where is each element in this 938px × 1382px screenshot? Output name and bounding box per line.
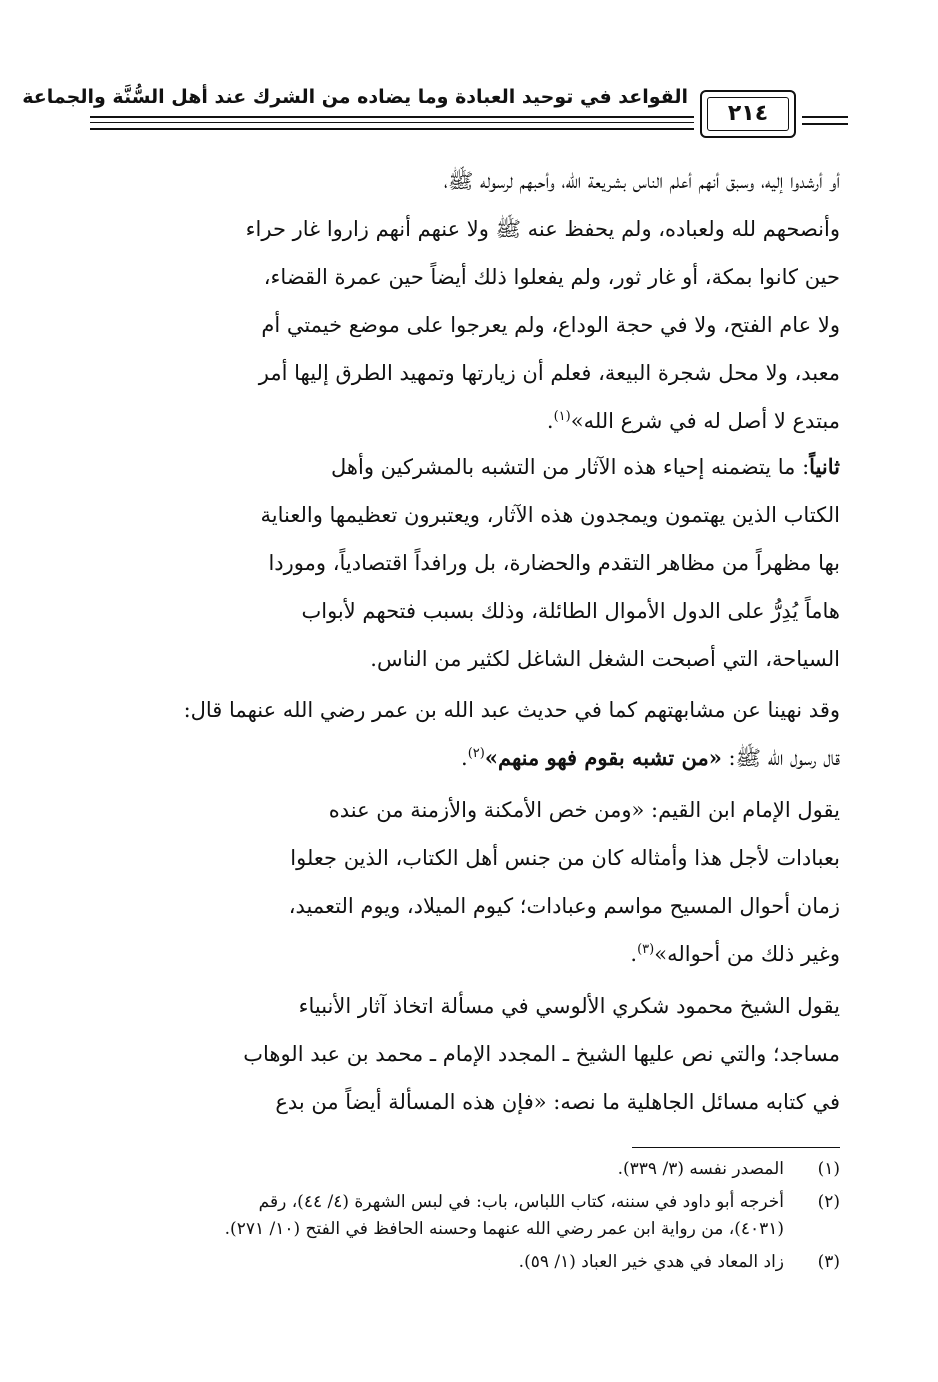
- text-line-content: : ما يتضمنه إحياء هذه الآثار من التشبه بالمشركين وأهل: [331, 455, 810, 479]
- hadith-quote: «من تشبه بقوم فهو منهم»: [484, 745, 722, 770]
- header-rule: [802, 116, 848, 118]
- paragraph-lead: ثانياً: [809, 454, 840, 479]
- footnote-number: (٣): [817, 1252, 840, 1272]
- paragraph-1: [96, 157, 840, 445]
- text-line-content: مبتدع لا أصل له في شرع الله»: [570, 409, 840, 433]
- footnote-text: (٤٠٣١)، من رواية ابن عمر رضي الله عنهما وحسنه الحافظ في الفتح (١٠/ ٢٧١).: [224, 1219, 784, 1239]
- text-line: [96, 443, 840, 491]
- footnote-1: [96, 1156, 840, 1183]
- page-number: ٢١٤: [727, 101, 769, 126]
- header-rule: [90, 116, 694, 118]
- text-line: حين كانوا بمكة، أو غار ثور، ولم يفعلوا ذلك أيضاً حين عمرة القضاء،: [263, 265, 840, 289]
- text-line: وقد نهينا عن مشابهتهم كما في حديث عبد الله بن عمر رضي الله عنهما قال:: [183, 698, 840, 722]
- text-line: أو أرشدوا إليه، وسبق أنهم أعلم الناس بشريعة الله، وأحبهم لرسوله ﷺ،: [443, 169, 840, 193]
- paragraph-3: [96, 686, 840, 782]
- footnote-separator: [632, 1147, 840, 1148]
- footnote-ref[interactable]: (١): [553, 409, 571, 424]
- sentence-end: .: [461, 746, 468, 770]
- text-line-content: وغير ذلك من أحواله»: [654, 942, 840, 966]
- footnote-3: [96, 1249, 840, 1276]
- running-title: القواعد في توحيد العبادة وما يضاده من الشرك عند أهل السُّنَّة والجماعة: [22, 86, 688, 108]
- text-line: مساجد؛ والتي نص عليها الشيخ ـ المجدد الإمام ـ محمد بن عبد الوهاب: [243, 1042, 840, 1066]
- text-line: بها مظهراً من مظاهر التقدم والحضارة، بل ورافداً اقتصادياً، وموردا: [268, 551, 840, 575]
- header-rule: [90, 128, 694, 130]
- text-line-content: قال رسول الله ﷺ:: [721, 746, 840, 770]
- footnote-text: أخرجه أبو داود في سننه، كتاب اللباس، باب: في لبس الشهرة (٤/ ٤٤)، رقم: [258, 1192, 784, 1212]
- page-number-frame: [700, 90, 796, 138]
- text-line: زمان أحوال المسيح مواسم وعبادات؛ كيوم الميلاد، ويوم التعميد،: [288, 894, 840, 918]
- paragraph-2: [96, 443, 840, 683]
- text-line: [96, 734, 840, 782]
- text-line: بعبادات لأجل هذا وأمثاله كان من جنس أهل الكتاب، الذين جعلوا: [290, 846, 840, 870]
- paragraph-4: [96, 786, 840, 978]
- page-header: [22, 86, 848, 142]
- footnotes: [96, 1156, 840, 1276]
- header-rule: [802, 123, 848, 125]
- text-line: معبد، ولا محل شجرة البيعة، فعلم أن زيارتها وتمهيد الطرق إليها أمر: [258, 361, 840, 385]
- footnote-number: (٢): [817, 1192, 840, 1212]
- text-line: يقول الشيخ محمود شكري الألوسي في مسألة اتخاذ آثار الأنبياء: [298, 994, 840, 1018]
- text-line: [96, 930, 840, 978]
- text-line: وأنصحهم لله ولعباده، ولم يحفظ عنه ﷺ ولا عنهم أنهم زاروا غار حراء: [245, 217, 840, 241]
- footnote-ref[interactable]: (٣): [637, 942, 655, 957]
- footnote-number: (١): [817, 1159, 840, 1179]
- footnote-ref[interactable]: (٢): [467, 746, 485, 761]
- text-line: [96, 397, 840, 445]
- text-line: يقول الإمام ابن القيم: «ومن خص الأمكنة والأزمنة من عنده: [328, 798, 840, 822]
- footnote-2: [96, 1189, 840, 1243]
- sentence-end: .: [630, 942, 638, 966]
- text-line: هاماً يُدِرُّ على الدول الأموال الطائلة، وذلك بسبب فتحهم لأبواب: [301, 599, 840, 623]
- footnote-text: زاد المعاد في هدي خير العباد (١/ ٥٩).: [518, 1252, 784, 1272]
- footnote-text: المصدر نفسه (٣/ ٣٣٩).: [617, 1159, 784, 1179]
- text-line: الكتاب الذين يهتمون ويمجدون هذه الآثار، ويعتبرون تعظيمها والعناية: [260, 503, 840, 527]
- text-line: السياحة، التي أصبحت الشغل الشاغل لكثير من الناس.: [370, 647, 840, 671]
- header-rule: [90, 122, 694, 123]
- text-line: في كتابه مسائل الجاهلية ما نصه: «فإن هذه المسألة أيضاً من بدع: [275, 1090, 840, 1114]
- paragraph-5: [96, 982, 840, 1126]
- text-line: ولا عام الفتح، ولا في حجة الوداع، ولم يعرجوا على موضع خيمتي أم: [261, 313, 840, 337]
- sentence-end: .: [546, 409, 554, 433]
